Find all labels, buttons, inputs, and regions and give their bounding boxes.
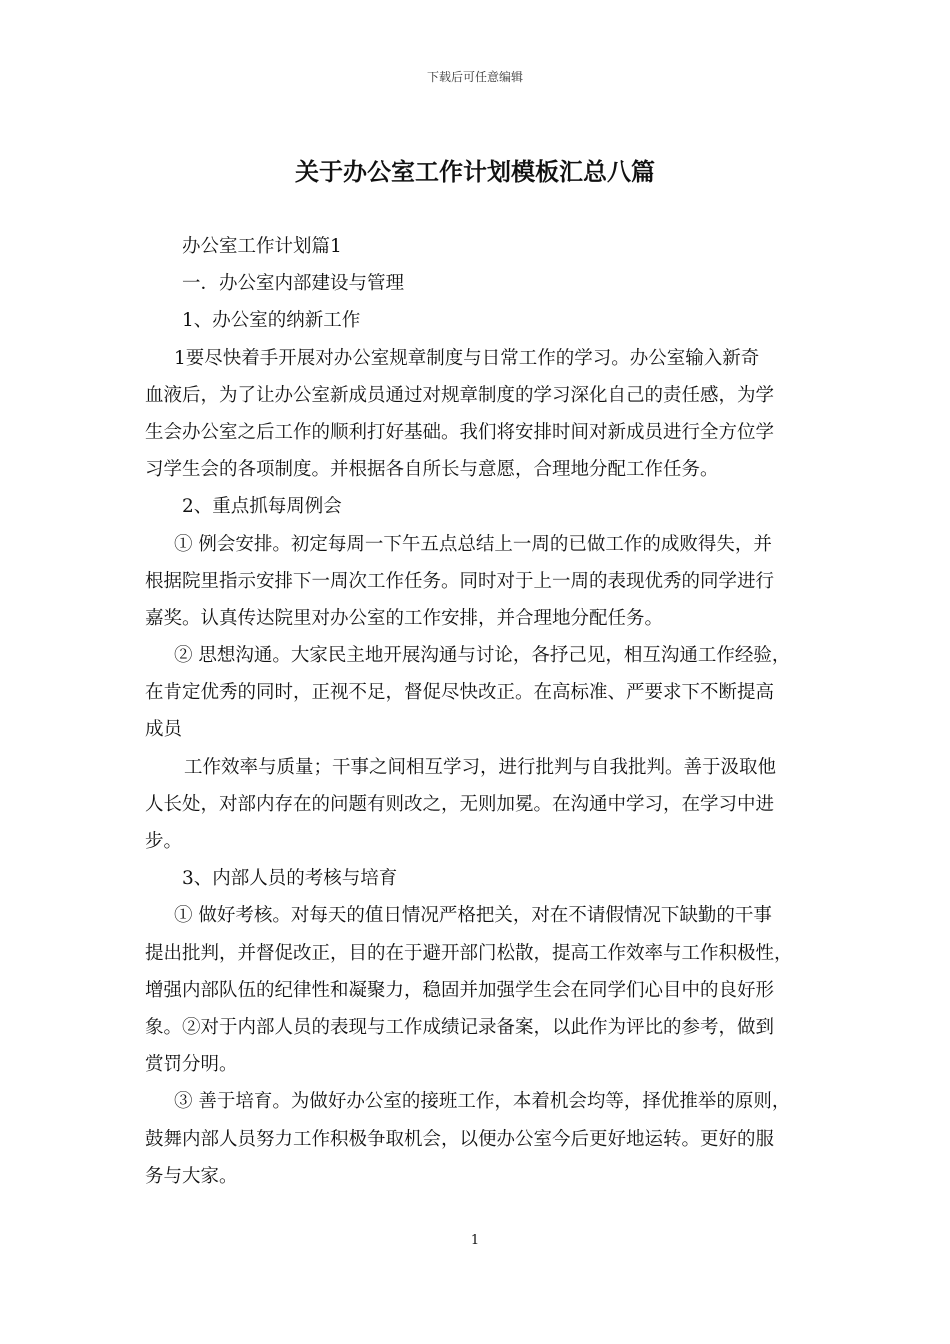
subsection-heading: 一．办公室内部建设与管理 [182, 273, 405, 295]
paragraph-line: 生会办公室之后工作的顺利打好基础。我们将安排时间对新成员进行全方位学 [145, 421, 775, 443]
paragraph-line: 习学生会的各项制度。并根据各自所长与意愿，合理地分配工作任务。 [145, 459, 719, 481]
item-heading: 3、内部人员的考核与培育 [182, 868, 398, 890]
paragraph-line: ① 做好考核。对每天的值日情况严格把关，对在不请假情况下缺勤的干事 [174, 905, 772, 927]
paragraph-line: 根据院里指示安排下一周次工作任务。同时对于上一周的表现优秀的同学进行 [145, 570, 775, 592]
document-body [145, 228, 813, 1195]
paragraph-line: 提出批判，并督促改正，目的在于避开部门松散，提高工作效率与工作积极性， [145, 942, 793, 964]
paragraph-line: 嘉奖。认真传达院里对办公室的工作安排，并合理地分配任务。 [145, 607, 664, 629]
paragraph-line: 鼓舞内部人员努力工作积极争取机会，以便办公室今后更好地运转。更好的服 [145, 1128, 775, 1150]
page-header-note: 下载后可任意编辑 [426, 70, 523, 84]
paragraph-line: 务与大家。 [145, 1165, 238, 1187]
paragraph-line: 1要尽快着手开展对办公室规章制度与日常工作的学习。办公室输入新奇 [174, 347, 760, 369]
paragraph-line: 步。 [145, 831, 183, 852]
item-heading: 1、办公室的纳新工作 [182, 310, 361, 332]
paragraph-line: 赏罚分明。 [145, 1054, 238, 1076]
document-title: 关于办公室工作计划模板汇总八篇 [295, 157, 655, 186]
paragraph-line: 增强内部队伍的纪律性和凝聚力，稳固并加强学生会在同学们心目中的良好形 [145, 979, 775, 1001]
paragraph-line: 工作效率与质量；干事之间相互学习，进行批判与自我批判。善于汲取他 [184, 756, 777, 778]
paragraph-line: 在肯定优秀的同时，正视不足，督促尽快改正。在高标准、严要求下不断提高 [145, 682, 775, 704]
paragraph-line: ③ 善于培育。为做好办公室的接班工作，本着机会均等，择优推举的原则， [174, 1091, 791, 1113]
paragraph-line: 象。②对于内部人员的表现与工作成绩记录备案，以此作为评比的参考，做到 [145, 1016, 775, 1038]
paragraph-line: ② 思想沟通。大家民主地开展沟通与讨论，各抒己见，相互沟通工作经验， [174, 645, 791, 667]
item-heading: 2、重点抓每周例会 [182, 496, 342, 518]
paragraph-line: 人长处，对部内存在的问题有则改之，无则加冕。在沟通中学习，在学习中进 [145, 793, 775, 815]
page-number: 1 [470, 1233, 480, 1248]
section-heading: 办公室工作计划篇1 [182, 236, 342, 257]
paragraph-line: 成员 [145, 719, 183, 741]
paragraph-line: ① 例会安排。初定每周一下午五点总结上一周的已做工作的成败得失，并 [174, 533, 772, 555]
paragraph-line: 血液后，为了让办公室新成员通过对规章制度的学习深化自己的责任感，为学 [145, 384, 775, 406]
